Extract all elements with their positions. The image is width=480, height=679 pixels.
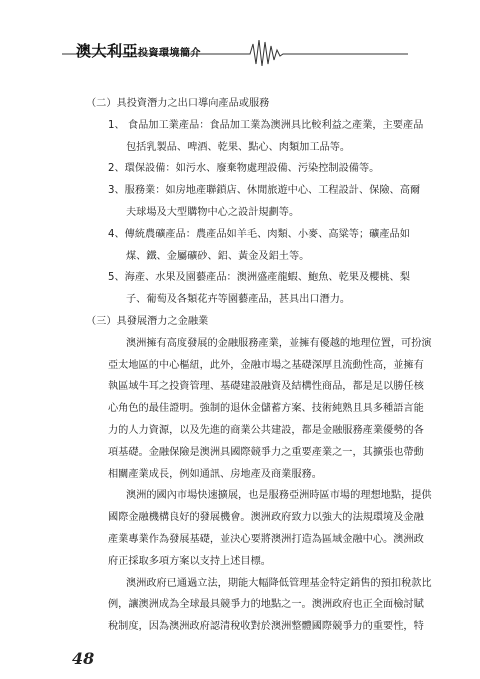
header-title [76, 40, 201, 61]
list-item-continuation: 夫球場及大型購物中心之設計規劃等。 [126, 207, 300, 218]
list-item-continuation: 煤、鐵、金屬礦砂、鋁、黃金及鋁土等。 [126, 250, 310, 262]
paragraph-line: 澳洲擁有高度發展的金融服務產業，並擁有優越的地理位置，可扮演 [126, 337, 432, 349]
list-item: 2、環保設備：如污水、廢棄物處理設備、污染控制設備等。 [108, 163, 380, 175]
page-number: 48 [72, 649, 95, 668]
paragraph-line: 產業專業作為發展基礎，並決心要將澳洲打造為區域金融中心。澳洲政 [108, 534, 424, 545]
paragraph-line: 力的人力資源，以及先進的商業公共建設，都是金融服務產業優勢的各 [108, 425, 424, 436]
header-title-main: 澳大利亞 [76, 42, 139, 60]
paragraph-line: 例，讓澳洲成為全球最具競爭力的地點之一。澳洲政府也正全面檢討賦 [108, 599, 424, 611]
paragraph-line: 澳洲的國內市場快速擴展，也是服務亞洲時區市場的理想地點，提供 [126, 490, 432, 502]
section-heading: （三）具發展潛力之金融業 [86, 316, 209, 327]
paragraph-line: 澳洲政府已通過立法，期能大幅降低管理基金特定銷售的預扣稅款比 [126, 577, 432, 589]
header-title-sub: 投資環境簡介 [138, 48, 202, 59]
paragraph-line: 國際金融機構良好的發展機會。澳洲政府致力以強大的法規環境及金融 [108, 512, 424, 524]
page-header [0, 30, 480, 70]
paragraph-line: 心角色的最佳證明。強制的退休金儲蓄方案、技術純熟且具多種語言能 [108, 403, 424, 415]
paragraph-line: 執區域牛耳之投資管理、基礎建設融資及結構性商品，都是足以勝任核 [108, 381, 424, 393]
paragraph-line: 府正採取多項方案以支持上述目標。 [108, 555, 271, 567]
header-decoration [0, 30, 480, 70]
list-item: 4、傳統農礦產品：農產品如羊毛、肉類、小麥、高粱等；礦產品如 [108, 228, 410, 240]
paragraph-line: 項基礎。金融保險是澳洲具國際競爭力之重要產業之一，其擴張也帶動 [108, 446, 424, 458]
paragraph-line: 亞太地區的中心樞紐，此外，金融市場之基礎深厚且流動性高，並擁有 [108, 359, 424, 371]
list-item-continuation: 包括乳製品、啤酒、乾果、點心、肉類加工品等。 [126, 141, 351, 153]
list-item-continuation: 子、葡萄及各類花卉等園藝產品，甚具出口潛力。 [126, 294, 351, 306]
list-item: 3、服務業：如房地產聯鎖店、休閒旅遊中心、工程設計、保險、高爾 [108, 185, 421, 197]
list-item: 5、海產、水果及園藝產品：澳洲盛產龍蝦、鮑魚、乾果及櫻桃、梨 [108, 272, 410, 284]
list-item: 1、 食品加工業產品：食品加工業為澳洲具比較利益之產業，主要產品 [108, 119, 424, 131]
section-heading: （二）具投資潛力之出口導向產品或服務 [86, 98, 270, 109]
paragraph-line: 相關產業成長，例如通訊、房地產及商業服務。 [108, 468, 322, 480]
heartbeat-icon [246, 40, 287, 66]
paragraph-line: 稅制度，因為澳洲政府認清稅收對於澳洲整體國際競爭力的重要性，特 [108, 621, 424, 633]
